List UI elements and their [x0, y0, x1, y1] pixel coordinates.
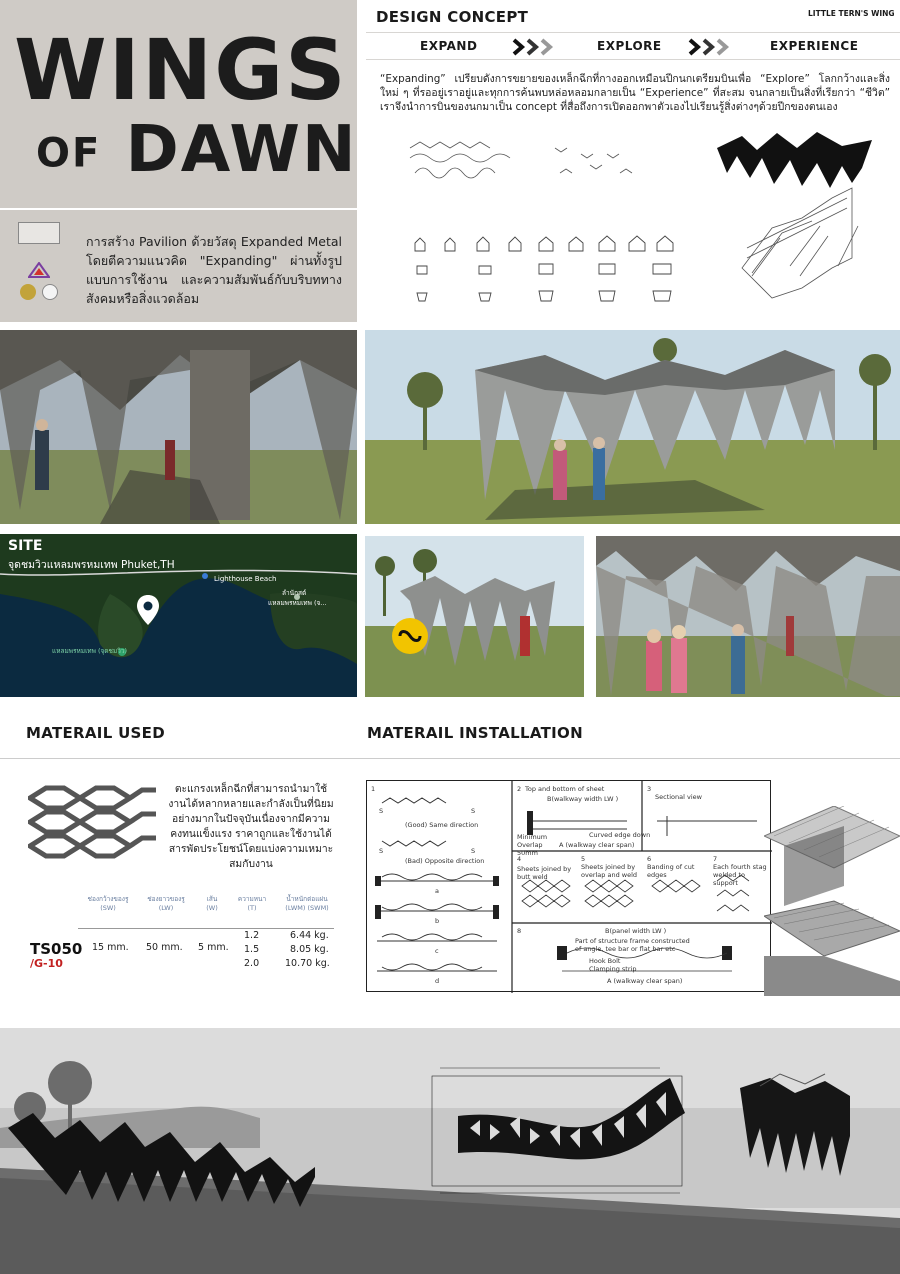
step-2-title: Top and bottom of sheet [525, 785, 605, 793]
table-cell-sw: 15 mm. [92, 942, 129, 953]
map-label: Lighthouse Beach [214, 575, 277, 583]
step-3-number: 3 [647, 785, 652, 793]
table-header-t: ความหนา (T) [237, 895, 267, 912]
walkway-width-label: B(walkway width LW ) [547, 795, 619, 803]
direction-s-label: S [471, 807, 476, 815]
concept-text: “Expanding” เปรียบดังการขยายของเหล็กฉีกที่กางออกเหมือนปีกนกเตรียมบินเพื่อ “Explore” โลกกว้างและสิ่งใหม่ ๆ ที่รออยู่เราอยู่และทุกการค้นพบหล่อหลอมกลายเป็น “Experience” ที่สะสม จนกลายเป็นสิ่งที่เรียกว่า “ชีวิต” เราจึงนำการบินของนกมาเป็น concept ที่สื่อถึงการเปิดออกพาตัวเองไปเรียนรู้สิ่งต่างๆด้วยปีกของตนเอง [380, 73, 890, 113]
step-3-title: Sectional view [655, 793, 702, 801]
round-seal-icon [42, 284, 58, 300]
chevrons-icon [688, 38, 736, 56]
site-title: SITE [8, 538, 43, 554]
expanded-metal-sample [28, 784, 158, 859]
company-logo [18, 222, 60, 244]
pavilion-visitors-photo [596, 536, 900, 697]
poster-title-dawn: DAWN [125, 113, 358, 187]
direction-s-label: S [471, 847, 476, 855]
step-1-number: 1 [371, 785, 376, 793]
good-direction-label: (Good) Same direction [405, 821, 479, 829]
site-subtitle: จุดชมวิวแหลมพรหมเทพ Phuket,TH [8, 559, 175, 571]
triangle-logo-icon [28, 262, 50, 278]
poster-title-of: OF [36, 130, 102, 177]
pavilion-exterior-photo [365, 330, 900, 524]
table-cell-weight: 8.05 kg. [290, 944, 329, 955]
table-header-weight: น้ำหนักต่อแผ่น (LWM) (SWM) [285, 895, 329, 912]
step-6-title: Banding of cut edges [647, 863, 695, 879]
installation-diagram-panel [366, 780, 771, 992]
table-cell-weight: 10.70 kg. [285, 958, 330, 969]
step-7-number: 7 [713, 855, 718, 863]
flow-explore: EXPLORE [597, 39, 662, 53]
direction-s-label: S [379, 847, 384, 855]
table-cell-thickness: 2.0 [244, 958, 260, 969]
model-code: TS050 [30, 940, 83, 958]
project-tag: LITTLE TERN'S WING [808, 9, 895, 18]
step-2-number: 2 [517, 785, 522, 793]
step-4-title: Sheets joined by butt weld [517, 865, 572, 881]
map-pin-icon [136, 594, 160, 626]
mesh-installation-render [764, 806, 900, 996]
step-7-title: Each fourth stag welded to support [713, 863, 767, 887]
pavilion-interior-photo [0, 330, 357, 524]
table-cell-lw: 50 mm. [146, 942, 183, 953]
map-label: ลำนักสต์ [282, 589, 307, 597]
table-header-lw: ช่องยาวของรู (LW) [147, 895, 185, 912]
material-description: ตะแกรงเหล็กฉีกที่สามารถนำมาใช้งานได้หลากหลายและกำลังเป็นที่นิยมอย่างมากในปัจจุบันเนื่องจากมีความคงทนแข็งแรง ราคาถูกและใช้งานได้สารพัดประโยชน์โดยแบ่งความเหมาะสมกับงาน [168, 783, 334, 870]
direction-s-label: S [379, 807, 384, 815]
pavilion-side-photo [365, 536, 584, 697]
site-elevation-render [0, 1028, 900, 1274]
row-letter: c [435, 947, 439, 955]
overlap-label: Minimum Overlap 50mm [517, 833, 548, 857]
material-installation-heading: MATERAIL INSTALLATION [367, 724, 583, 742]
step-6-number: 6 [647, 855, 652, 863]
badge-logo-icon [392, 618, 428, 654]
flow-expand: EXPAND [420, 39, 478, 53]
table-rule [78, 928, 334, 929]
table-cell-weight: 6.44 kg. [290, 930, 329, 941]
table-cell-w: 5 mm. [198, 942, 229, 953]
step-4-number: 4 [517, 855, 522, 863]
concept-sketches [405, 128, 705, 308]
step-5-number: 5 [581, 855, 586, 863]
panel-width-label: B(panel width LW ) [605, 927, 667, 935]
row-letter: b [435, 917, 440, 925]
row-letter: d [435, 977, 440, 985]
chevrons-icon [512, 38, 560, 56]
section-divider [0, 758, 900, 759]
material-used-heading: MATERAIL USED [26, 724, 165, 742]
gold-seal-icon [20, 284, 36, 300]
table-cell-thickness: 1.5 [244, 944, 260, 955]
table-header-w: เส้น (W) [206, 895, 218, 912]
map-label: แหลมพรหมเทพ (จุดชมวิว) [52, 647, 128, 655]
step-5-title: Sheets joined by overlap and weld [581, 863, 638, 879]
clear-span-label: A (walkway clear span) [607, 977, 683, 985]
flow-experience: EXPERIENCE [770, 39, 859, 53]
table-cell-thickness: 1.2 [244, 930, 260, 941]
walkway-span-label: A (walkway clear span) [559, 841, 635, 849]
step-8-number: 8 [517, 927, 522, 935]
clamping-strip-label: Clamping strip [589, 965, 637, 973]
table-header-sw: ช่องกว้างของรู (SW) [87, 895, 129, 912]
structure-frame-label: Part of structure frame constructed of angle, tee bar or flat bar etc [575, 937, 690, 953]
bad-direction-label: (Bad) Opposite direction [405, 857, 485, 865]
design-concept-heading: DESIGN CONCEPT [376, 8, 529, 26]
model-subcode: /G-10 [30, 957, 63, 970]
row-letter: a [435, 887, 439, 895]
poster-title-line1: WINGS [14, 21, 348, 119]
curved-edge-label: Curved edge down [589, 831, 651, 839]
hook-bolt-label: Hook Bolt [589, 957, 621, 965]
pavilion-model-renders [712, 128, 877, 303]
poster-title-line2 [36, 113, 358, 187]
map-label: แหลมพรหมเทพ (จ... [268, 599, 327, 607]
intro-text: การสร้าง Pavilion ด้วยวัสดุ Expanded Metal โดยตีความแนวคิด "Expanding" ผ่านทั้งรูปแบบการใช้งาน และความสัมพันธ์กับบริบททางสังคมหรือสิ่งแวดล้อม [86, 234, 342, 306]
